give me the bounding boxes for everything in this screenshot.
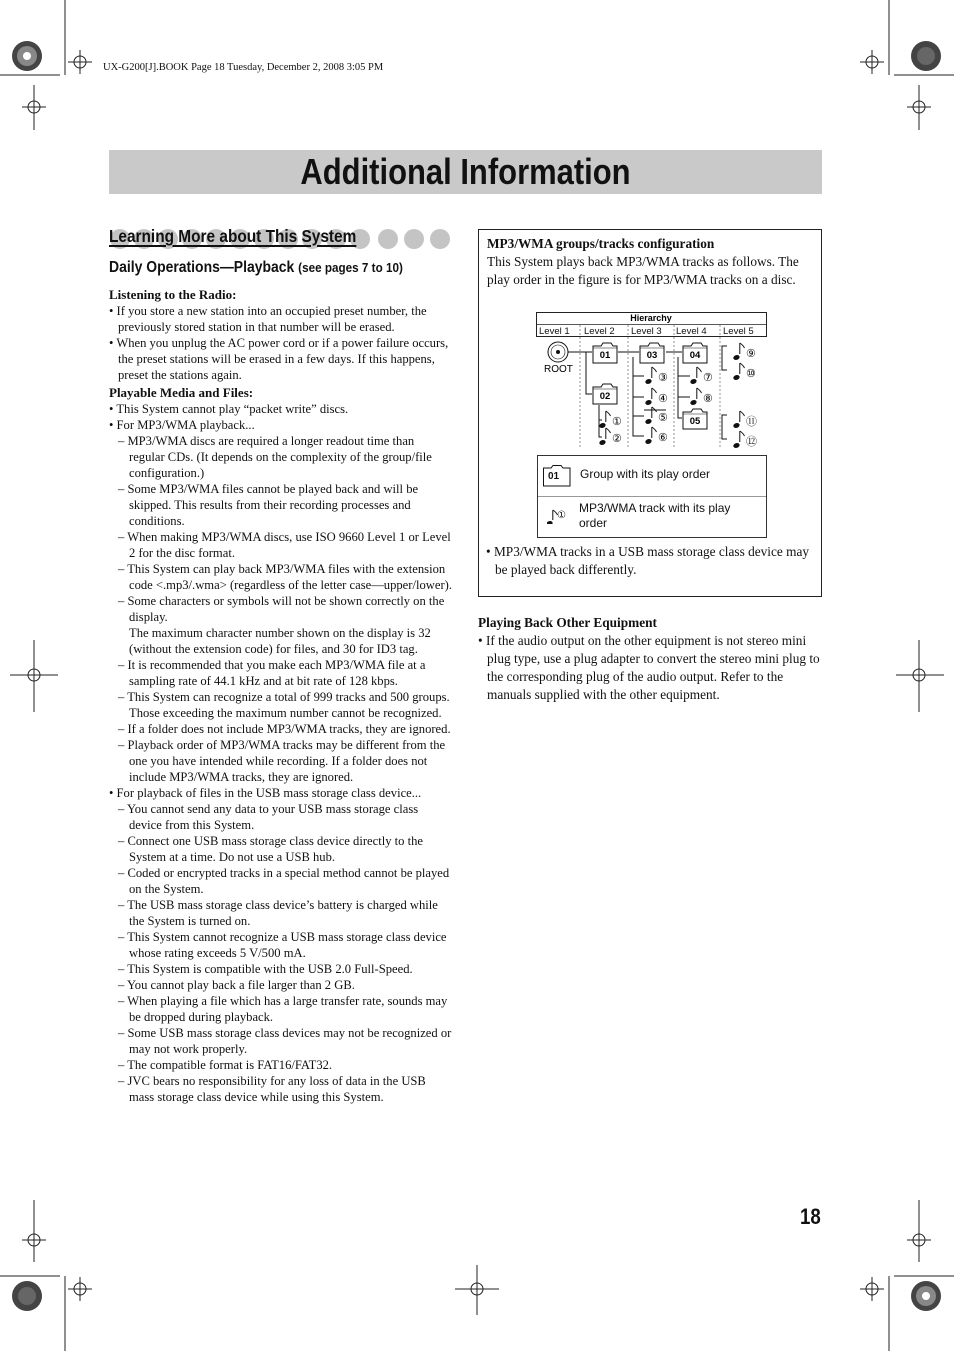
subsection-name: Daily Operations—Playback bbox=[109, 259, 295, 276]
music-note-icon bbox=[690, 388, 701, 405]
list-item: • If you store a new station into an occupied preset number, the previously stored station in that number will be erased. bbox=[109, 304, 427, 334]
music-note-icon bbox=[733, 431, 744, 448]
music-note-icon bbox=[645, 367, 656, 384]
left-column bbox=[109, 285, 452, 1105]
list-item: – Some MP3/WMA files cannot be played back and will be skipped. This results from their recording processes and conditions. bbox=[118, 482, 419, 528]
list-item: – It is recommended that you make each MP3/WMA file at a sampling rate of 44.1 kHz and at bit rate of 128 kbps. bbox=[118, 658, 426, 688]
list-item: – This System can recognize a total of 999 tracks and 500 groups. Those exceeding the maximum number cannot be recognized. bbox=[118, 690, 450, 720]
list-item: – The compatible format is FAT16/FAT32. bbox=[118, 1058, 333, 1072]
root-label: ROOT bbox=[544, 364, 573, 375]
list-item: – You cannot send any data to your USB mass storage class device from this System. bbox=[118, 802, 419, 832]
legend-group-text: Group with its play order bbox=[580, 467, 711, 481]
config-box-title: MP3/WMA groups/tracks configuration bbox=[487, 236, 715, 251]
subsection-title bbox=[109, 259, 403, 277]
list-item: – When making MP3/WMA discs, use ISO 9660 Level 1 or Level 2 for the disc format. bbox=[118, 530, 451, 560]
level-label: Level 5 bbox=[723, 326, 754, 337]
music-note-icon bbox=[645, 388, 656, 405]
media-heading: Playable Media and Files: bbox=[109, 385, 254, 400]
hierarchy-diagram bbox=[536, 312, 768, 450]
title-bar bbox=[109, 150, 822, 194]
group-number: 03 bbox=[646, 350, 658, 361]
group-number: 05 bbox=[689, 416, 701, 427]
track-number: ⑪ bbox=[746, 416, 757, 428]
list-item: • This System cannot play “packet write” discs. bbox=[109, 402, 349, 416]
list-item: – MP3/WMA discs are required a longer readout time than regular CDs. (It depends on the complexity of the group/file configuration.) bbox=[118, 434, 432, 480]
music-note-icon bbox=[733, 363, 744, 380]
list-item: – Coded or encrypted tracks in a special method cannot be played on the System. bbox=[118, 866, 450, 896]
list-item: – This System can play back MP3/WMA files with the extension code <.mp3/.wma> (regardless of the letter case—upper/lower). bbox=[118, 562, 452, 592]
radio-heading: Listening to the Radio: bbox=[109, 287, 237, 302]
config-box-intro: This System plays back MP3/WMA tracks as follows. The play order in the figure is for MP3/WMA tracks on a disc. bbox=[487, 254, 799, 287]
page-title: Additional Information bbox=[300, 151, 631, 192]
music-note-icon bbox=[690, 367, 701, 384]
group-number: 02 bbox=[599, 391, 611, 402]
list-item: – Some USB mass storage class devices may not be recognized or may not work properly. bbox=[118, 1026, 452, 1056]
page-number: 18 bbox=[800, 1204, 821, 1229]
list-item: – JVC bears no responsibility for any loss of data in the USB mass storage class device while using this System. bbox=[118, 1074, 426, 1104]
list-item: • For playback of files in the USB mass storage class device... bbox=[109, 786, 422, 800]
level-label: Level 3 bbox=[631, 326, 662, 337]
list-item: The maximum character number shown on the display is 32 (without the extension code) for files, and 30 for ID3 tag. bbox=[129, 626, 431, 656]
other-equipment-heading: Playing Back Other Equipment bbox=[478, 615, 657, 630]
print-header: UX-G200[J].BOOK Page 18 Tuesday, December 2, 2008 3:05 PM bbox=[103, 62, 384, 73]
diagram-legend bbox=[537, 455, 767, 538]
track-number: ⑤ bbox=[658, 412, 668, 424]
track-number: ⑦ bbox=[703, 372, 713, 384]
level-label: Level 2 bbox=[584, 326, 615, 337]
right-column bbox=[478, 614, 822, 704]
track-number: ③ bbox=[658, 372, 668, 384]
section-title: Learning More about This System bbox=[109, 226, 357, 246]
track-number: ⑧ bbox=[703, 393, 713, 405]
music-note-icon bbox=[733, 411, 744, 428]
list-item: • For MP3/WMA playback... bbox=[109, 418, 255, 432]
list-item: – This System cannot recognize a USB mass storage class device whose rating exceeds 5 V/500 mA. bbox=[118, 930, 447, 960]
list-item: – Playback order of MP3/WMA tracks may be different from the one you have intended while recording. If a folder does not include MP3/WMA tracks, they are ignored. bbox=[118, 738, 446, 784]
level-label: Level 4 bbox=[676, 326, 707, 337]
music-note-icon bbox=[645, 427, 656, 444]
track-number: ⑨ bbox=[746, 348, 756, 360]
track-number: ② bbox=[612, 433, 622, 445]
list-item: – This System is compatible with the USB 2.0 Full-Speed. bbox=[118, 962, 413, 976]
list-item: – Connect one USB mass storage class device directly to the System at a time. Do not use a USB hub. bbox=[118, 834, 423, 864]
level-label: Level 1 bbox=[539, 326, 570, 337]
track-number: ① bbox=[612, 416, 622, 428]
track-number: ④ bbox=[658, 393, 668, 405]
list-item: • If the audio output on the other equipment is not stereo mini plug type, use a plug adapter to convert the stereo mini plug to the corresponding plug of the audio output. Refer to the manuals supplied with the other equipment. bbox=[478, 633, 820, 702]
list-item: – You cannot play back a file larger than 2 GB. bbox=[118, 978, 355, 992]
music-note-icon bbox=[733, 343, 744, 360]
list-item: – When playing a file which has a large transfer rate, sounds may be dropped during playback. bbox=[118, 994, 448, 1024]
list-item: – The USB mass storage class device’s battery is charged while the System is turned on. bbox=[118, 898, 438, 928]
track-number: ⑥ bbox=[658, 432, 668, 444]
hierarchy-label: Hierarchy bbox=[630, 313, 672, 323]
group-number: 01 bbox=[599, 350, 611, 361]
legend-track-text: MP3/WMA track with its play order bbox=[579, 501, 731, 530]
legend-group-number: 01 bbox=[548, 471, 560, 482]
disc-icon bbox=[548, 342, 568, 362]
legend-track-number: ① bbox=[557, 510, 566, 521]
section-header bbox=[109, 226, 451, 250]
track-number: ⑫ bbox=[746, 436, 757, 448]
list-item: – Some characters or symbols will not be shown correctly on the display. bbox=[118, 594, 445, 624]
track-number: ⑩ bbox=[746, 368, 756, 380]
subsection-ref: (see pages 7 to 10) bbox=[298, 260, 403, 275]
usb-note: • MP3/WMA tracks in a USB mass storage class device may be played back differently. bbox=[486, 544, 809, 577]
list-item: • When you unplug the AC power cord or if a power failure occurs, the preset stations will be erased in a few days. If this happens, preset the stations again. bbox=[109, 336, 449, 382]
group-number: 04 bbox=[689, 350, 701, 361]
list-item: – If a folder does not include MP3/WMA tracks, they are ignored. bbox=[118, 722, 451, 736]
